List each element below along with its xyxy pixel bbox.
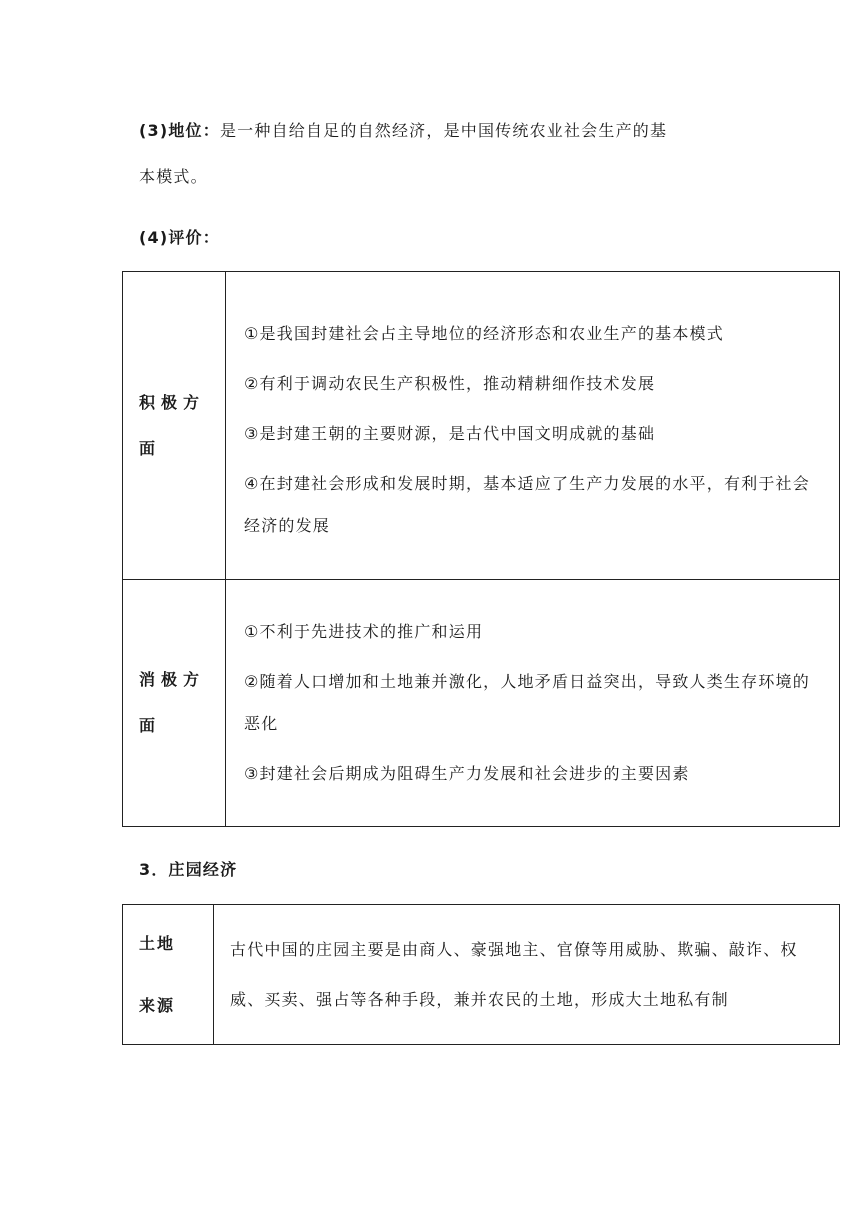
positive-row xyxy=(123,272,840,580)
negative-row xyxy=(123,580,840,827)
negative-items-cell xyxy=(226,580,840,827)
position-text-line1: 是一种自给自足的自然经济，是中国传统农业社会生产的基 xyxy=(219,121,668,140)
positive-item-4: ④在封建社会形成和发展时期，基本适应了生产力发展的水平，有利于社会经济的发展 xyxy=(244,473,810,535)
positive-items-cell xyxy=(226,272,840,580)
positive-item-3: ③是封建王朝的主要财源，是古代中国文明成就的基础 xyxy=(244,423,656,443)
manor-heading: 3．庄园经济 xyxy=(139,860,238,879)
negative-item-2: ②随着人口增加和土地兼并激化，人地矛盾日益突出，导致人类生存环境的恶化 xyxy=(244,672,810,733)
position-label: (3)地位： xyxy=(139,121,220,140)
manor-table xyxy=(122,904,840,1045)
position-text-line2: 本模式。 xyxy=(139,167,208,186)
negative-item-1: ①不利于先进技术的推广和运用 xyxy=(244,622,484,641)
positive-item-1: ①是我国封建社会占主导地位的经济形态和农业生产的基本模式 xyxy=(244,323,724,343)
position-paragraph xyxy=(139,118,667,141)
manor-label-line2: 来源 xyxy=(139,995,176,1015)
negative-label-line2: 面 xyxy=(139,716,162,735)
negative-label-line1: 消极方 xyxy=(139,670,206,689)
evaluation-label: (4)评价： xyxy=(139,228,220,247)
manor-row xyxy=(123,905,840,1045)
negative-item-3: ③封建社会后期成为阻碍生产力发展和社会进步的主要因素 xyxy=(244,764,690,783)
negative-label-cell xyxy=(123,580,226,827)
positive-label-line2: 面 xyxy=(139,438,162,458)
positive-label-line1: 积极方 xyxy=(139,392,206,412)
manor-label-cell xyxy=(123,905,214,1045)
manor-label-line1: 土地 xyxy=(139,933,176,953)
manor-content-cell: 古代中国的庄园主要是由商人、豪强地主、官僚等用威胁、欺骗、敲诈、权威、买卖、强占等各种手段，兼并农民的土地，形成大土地私有制 xyxy=(214,905,840,1045)
positive-label-cell xyxy=(123,272,226,580)
evaluation-table xyxy=(122,271,840,827)
positive-item-2: ②有利于调动农民生产积极性，推动精耕细作技术发展 xyxy=(244,373,656,393)
